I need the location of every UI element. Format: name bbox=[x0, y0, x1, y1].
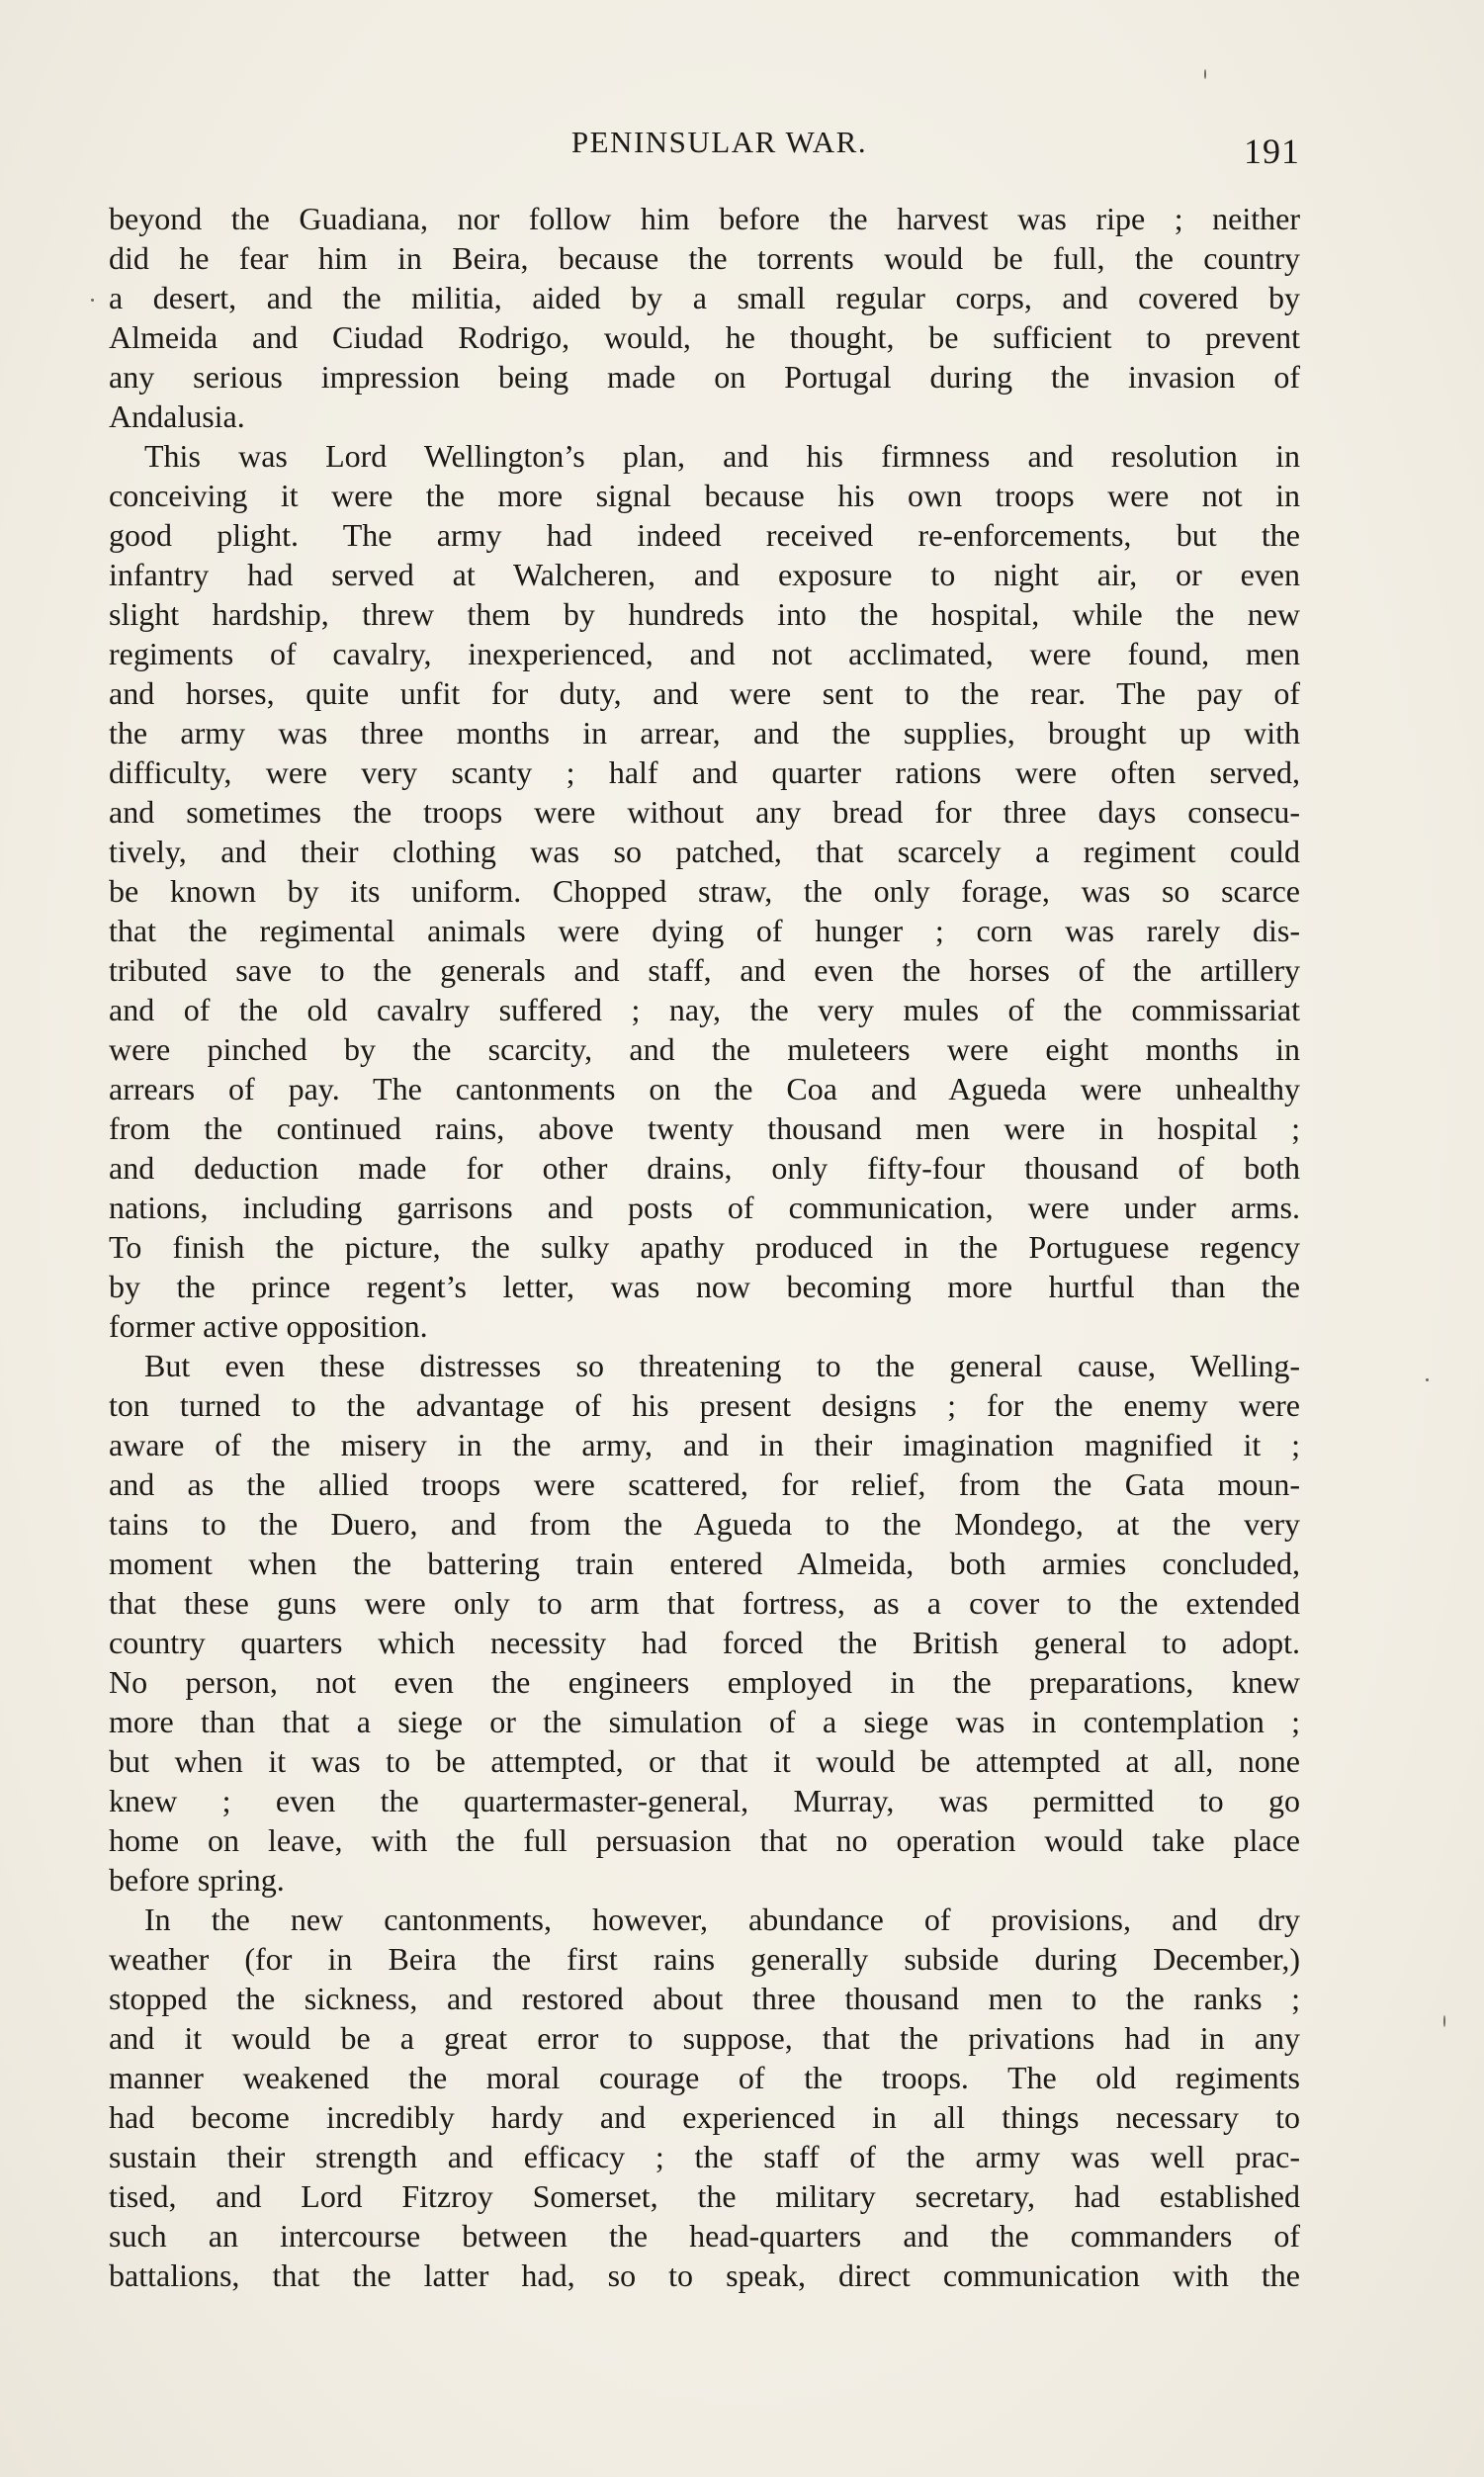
text-line: aware of the misery in the army, and in their imagination magnified it ; bbox=[109, 1427, 1300, 1462]
scan-speck bbox=[1426, 1378, 1429, 1381]
text-line: and as the allied troops were scattered, for relief, from the Gata moun- bbox=[109, 1466, 1300, 1502]
text-line: slight hardship, threw them by hundreds into the hospital, while the new bbox=[109, 596, 1300, 632]
scan-speck bbox=[1204, 69, 1206, 79]
text-line: No person, not even the engineers employed in the preparations, knew bbox=[109, 1664, 1300, 1700]
text-line: nations, including garrisons and posts of communication, were under arms. bbox=[109, 1190, 1300, 1225]
page-number: 191 bbox=[1244, 132, 1300, 171]
paragraph-first-line: This was Lord Wellington’s plan, and his firmness and resolution in bbox=[144, 438, 1300, 474]
text-line: the army was three months in arrear, and the supplies, brought up with bbox=[109, 715, 1300, 751]
text-line: be known by its uniform. Chopped straw, the only forage, was so scarce bbox=[109, 873, 1300, 909]
text-line: and of the old cavalry suffered ; nay, the very mules of the commissariat bbox=[109, 992, 1300, 1027]
text-line: a desert, and the militia, aided by a small regular corps, and covered by bbox=[109, 280, 1300, 315]
text-line: and deduction made for other drains, only fifty-four thousand of both bbox=[109, 1150, 1300, 1186]
text-line: by the prince regent’s letter, was now becoming more hurtful than the bbox=[109, 1269, 1300, 1304]
text-line: home on leave, with the full persuasion that no operation would take place bbox=[109, 1822, 1300, 1858]
text-line: Almeida and Ciudad Rodrigo, would, he thought, be sufficient to prevent bbox=[109, 319, 1300, 355]
text-line: manner weakened the moral courage of the troops. The old regiments bbox=[109, 2060, 1300, 2095]
text-line: good plight. The army had indeed received re-enforcements, but the bbox=[109, 517, 1300, 553]
text-line: stopped the sickness, and restored about three thousand men to the ranks ; bbox=[109, 1981, 1300, 2016]
text-line: moment when the battering train entered Almeida, both armies concluded, bbox=[109, 1546, 1300, 1581]
text-line: and it would be a great error to suppose, that the privations had in any bbox=[109, 2020, 1300, 2056]
text-line: sustain their strength and efficacy ; the staff of the army was well prac- bbox=[109, 2139, 1300, 2174]
text-line: To finish the picture, the sulky apathy produced in the Portuguese regency bbox=[109, 1229, 1300, 1265]
scan-speck bbox=[91, 299, 94, 302]
text-line: did he fear him in Beira, because the torrents would be full, the country bbox=[109, 240, 1300, 276]
text-line: tively, and their clothing was so patched, that scarcely a regiment could bbox=[109, 834, 1300, 869]
text-line: from the continued rains, above twenty thousand men were in hospital ; bbox=[109, 1110, 1300, 1146]
text-line: infantry had served at Walcheren, and exposure to night air, or even bbox=[109, 557, 1300, 592]
text-line: arrears of pay. The cantonments on the Coa and Agueda were unhealthy bbox=[109, 1071, 1300, 1106]
text-line: weather (for in Beira the first rains generally subside during December,) bbox=[109, 1941, 1300, 1977]
text-line: difficulty, were very scanty ; half and quarter rations were often served, bbox=[109, 754, 1300, 790]
text-line: were pinched by the scarcity, and the muleteers were eight months in bbox=[109, 1031, 1300, 1067]
text-line: conceiving it were the more signal because his own troops were not in bbox=[109, 478, 1300, 513]
running-title: PENINSULAR WAR. bbox=[570, 125, 868, 159]
text-line: more than that a siege or the simulation of a siege was in contemplation ; bbox=[109, 1704, 1300, 1739]
text-line: had become incredibly hardy and experienced in all things necessary to bbox=[109, 2099, 1300, 2135]
paragraph-first-line: In the new cantonments, however, abundance of provisions, and dry bbox=[144, 1902, 1300, 1937]
text-line: such an intercourse between the head-quarters and the commanders of bbox=[109, 2218, 1300, 2254]
text-line: any serious impression being made on Portugal during the invasion of bbox=[109, 359, 1300, 395]
text-line: battalions, that the latter had, so to speak, direct communication with the bbox=[109, 2257, 1300, 2293]
text-line: tains to the Duero, and from the Agueda to the Mondego, at the very bbox=[109, 1506, 1300, 1542]
body-text bbox=[109, 199, 1300, 2295]
text-line: before spring. bbox=[109, 1862, 285, 1898]
paragraph-first-line: But even these distresses so threatening to the general cause, Welling- bbox=[144, 1348, 1300, 1383]
text-line: Andalusia. bbox=[109, 398, 245, 434]
running-head bbox=[109, 117, 1300, 176]
text-line: regiments of cavalry, inexperienced, and not acclimated, were found, men bbox=[109, 636, 1300, 671]
text-line: ton turned to the advantage of his present designs ; for the enemy were bbox=[109, 1387, 1300, 1423]
text-line: beyond the Guadiana, nor follow him before the harvest was ripe ; neither bbox=[109, 201, 1300, 236]
text-line: tributed save to the generals and staff, and even the horses of the artillery bbox=[109, 952, 1300, 988]
text-line: former active opposition. bbox=[109, 1308, 428, 1344]
scan-speck bbox=[1443, 2015, 1445, 2027]
text-line: that these guns were only to arm that fortress, as a cover to the extended bbox=[109, 1585, 1300, 1621]
text-line: that the regimental animals were dying of hunger ; corn was rarely dis- bbox=[109, 913, 1300, 948]
text-line: tised, and Lord Fitzroy Somerset, the military secretary, had established bbox=[109, 2178, 1300, 2214]
text-line: and horses, quite unfit for duty, and were sent to the rear. The pay of bbox=[109, 675, 1300, 711]
text-line: knew ; even the quartermaster-general, Murray, was permitted to go bbox=[109, 1783, 1300, 1818]
text-line: country quarters which necessity had forced the British general to adopt. bbox=[109, 1625, 1300, 1660]
text-line: and sometimes the troops were without any bread for three days consecu- bbox=[109, 794, 1300, 830]
text-line: but when it was to be attempted, or that it would be attempted at all, none bbox=[109, 1743, 1300, 1779]
